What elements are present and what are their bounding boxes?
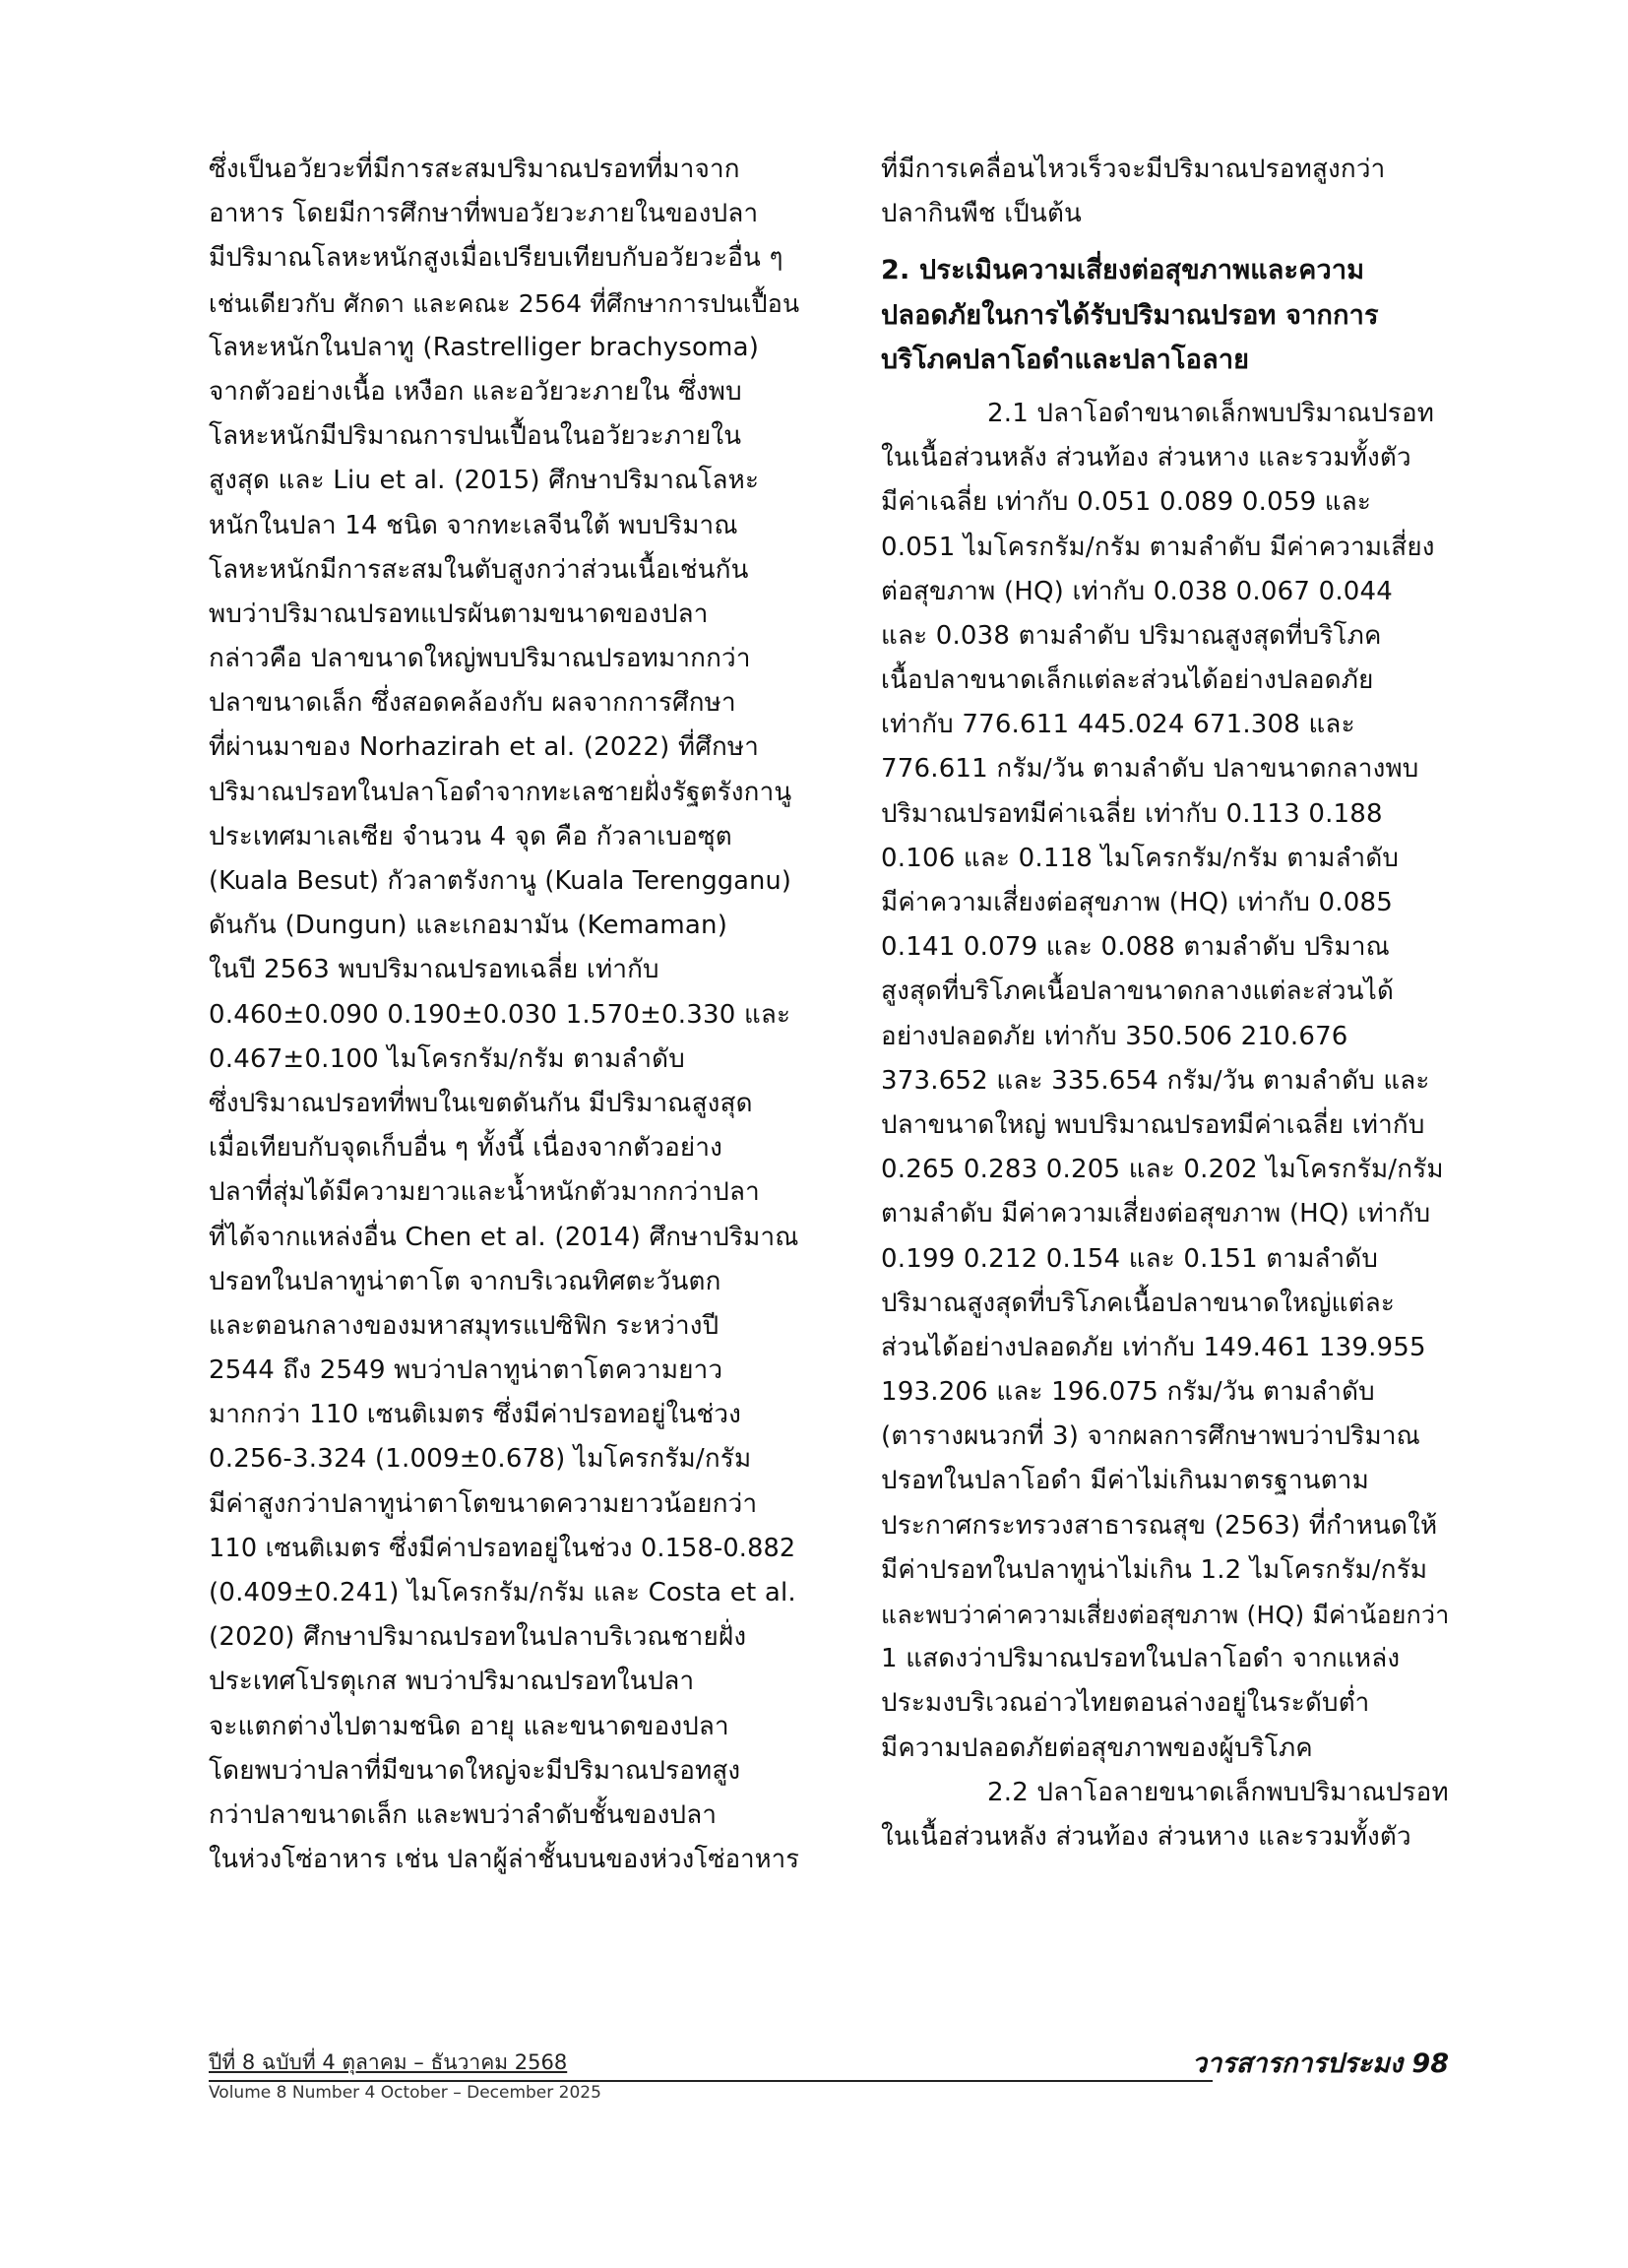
- text-line: และ 0.038 ตามลำดับ ปริมาณสูงสุดที่บริโภค: [881, 620, 1382, 651]
- text-line: และพบว่าค่าความเสี่ยงต่อสุขภาพ (HQ) มีค่าน้อยกว่า: [881, 1601, 1450, 1629]
- text-line: 0.141 0.079 และ 0.088 ตามลำดับ ปริมาณ: [881, 932, 1390, 963]
- text-line: ปลาขนาดเล็ก ซึ่งสอดคล้องกับ ผลจากการศึกษา: [209, 688, 736, 719]
- text-line: ประเทศมาเลเซีย จำนวน 4 จุด คือ กัวลาเบอซุต: [209, 821, 732, 851]
- text-line: ตามลำดับ มีค่าความเสี่ยงต่อสุขภาพ (HQ) เท่ากับ: [881, 1199, 1431, 1229]
- text-line: เช่นเดียวกับ ศักดา และคณะ 2564 ที่ศึกษาการปนเปื้อน: [209, 288, 800, 318]
- text-line: มีค่าเฉลี่ย เท่ากับ 0.051 0.089 0.059 และ: [881, 487, 1372, 518]
- text-line: 2.2 ปลาโอลายขนาดเล็กพบปริมาณปรอท: [987, 1777, 1449, 1807]
- text-line: โลหะหนักมีการสะสมในตับสูงกว่าส่วนเนื้อเช่นกัน: [209, 554, 749, 585]
- text-line: ซึ่งเป็นอวัยวะที่มีการสะสมปริมาณปรอทที่มาจาก: [209, 155, 740, 184]
- text-line: สูงสุด และ Liu et al. (2015) ศึกษาปริมาณโลหะ: [209, 466, 760, 496]
- text-line: (2020) ศึกษาปริมาณปรอทในปลาบริเวณชายฝั่ง: [209, 1622, 747, 1653]
- text-line: กล่าวคือ ปลาขนาดใหญ่พบปริมาณปรอทมากกว่า: [209, 644, 751, 674]
- text-line: กว่าปลาขนาดเล็ก และพบว่าลำดับชั้นของปลา: [209, 1799, 718, 1830]
- text-line: 776.611 กรัม/วัน ตามลำดับ ปลาขนาดกลางพบ: [881, 754, 1419, 785]
- text-line: มากกว่า 110 เซนติเมตร ซึ่งมีค่าปรอทอยู่ในช่วง: [209, 1400, 742, 1430]
- text-line: ปริมาณสูงสุดที่บริโภคเนื้อปลาขนาดใหญ่แต่ละ: [881, 1288, 1396, 1318]
- text-line: เมื่อเทียบกับจุดเก็บอื่น ๆ ทั้งนี้ เนื่องจากตัวอย่าง: [209, 1133, 723, 1164]
- text-line: 0.051 ไมโครกรัม/กรัม ตามลำดับ มีค่าความเสี่ยง: [881, 532, 1435, 562]
- footer-journal-page: วารสารการประมง 98: [1191, 2048, 1449, 2079]
- text-line: ดันกัน (Dungun) และเกอมามัน (Kemaman): [209, 911, 728, 941]
- text-line: พบว่าปริมาณปรอทแปรผันตามขนาดของปลา: [209, 598, 709, 629]
- footer-volume: Volume 8 Number 4 October – December 2025: [209, 2083, 601, 2103]
- text-line: ปลาขนาดใหญ่ พบปริมาณปรอทมีค่าเฉลี่ย เท่ากับ: [881, 1109, 1425, 1140]
- text-line: 0.199 0.212 0.154 และ 0.151 ตามลำดับ: [881, 1243, 1379, 1274]
- heading-line: บริโภคปลาโอดำและปลาโอลาย: [881, 344, 1250, 375]
- text-line: 110 เซนติเมตร ซึ่งมีค่าปรอทอยู่ในช่วง 0.158-0.882: [209, 1533, 796, 1563]
- text-line: โลหะหนักมีปริมาณการปนเปื้อนในอวัยวะภายใน: [209, 421, 742, 452]
- text-line: 2.1 ปลาโอดำขนาดเล็กพบปริมาณปรอท: [987, 398, 1435, 428]
- left-column: [209, 148, 799, 1882]
- text-line: เท่ากับ 776.611 445.024 671.308 และ: [881, 710, 1355, 740]
- text-line: ปลาที่สุ่มได้มีความยาวและน้ำหนักตัวมากกว่าปลา: [209, 1177, 760, 1208]
- text-line: (ตารางผนวกที่ 3) จากผลการศึกษาพบว่าปริมาณ: [881, 1421, 1420, 1452]
- text-line: ที่มีการเคลื่อนไหวเร็วจะมีปริมาณปรอทสูงกว่า: [881, 155, 1386, 184]
- text-line: 2544 ถึง 2549 พบว่าปลาทูน่าตาโตความยาว: [209, 1355, 723, 1386]
- text-line: ในเนื้อส่วนหลัง ส่วนท้อง ส่วนหาง และรวมทั้งตัว: [881, 1821, 1411, 1852]
- text-line: ในเนื้อส่วนหลัง ส่วนท้อง ส่วนหาง และรวมทั้งตัว: [881, 443, 1411, 473]
- text-line: ส่วนได้อย่างปลอดภัย เท่ากับ 149.461 139.955: [881, 1332, 1426, 1362]
- text-line: หนักในปลา 14 ชนิด จากทะเลจีนใต้ พบปริมาณ: [209, 510, 738, 540]
- section-heading: [881, 248, 1452, 382]
- text-line: ประมงบริเวณอ่าวไทยตอนล่างอยู่ในระดับต่ำ: [881, 1688, 1370, 1719]
- text-line: ปริมาณปรอทมีค่าเฉลี่ย เท่ากับ 0.113 0.188: [881, 798, 1383, 829]
- text-line: มีค่าสูงกว่าปลาทูน่าตาโตขนาดความยาวน้อยกว่า: [209, 1488, 758, 1519]
- text-line: ปรอทในปลาโอดำ มีค่าไม่เกินมาตรฐานตาม: [881, 1466, 1369, 1496]
- text-line: เนื้อปลาขนาดเล็กแต่ละส่วนได้อย่างปลอดภัย: [881, 665, 1374, 696]
- text-line: ซึ่งปริมาณปรอทที่พบในเขตดันกัน มีปริมาณสูงสุด: [209, 1088, 753, 1118]
- text-line: 0.106 และ 0.118 ไมโครกรัม/กรัม ตามลำดับ: [881, 843, 1400, 873]
- text-line: ในปี 2563 พบปริมาณปรอทเฉลี่ย เท่ากับ: [209, 955, 659, 985]
- text-line: ประกาศกระทรวงสาธารณสุข (2563) ที่กำหนดให้: [881, 1510, 1438, 1541]
- text-line: (Kuala Besut) กัวลาตรังกานู (Kuala Terengganu): [209, 866, 791, 896]
- text-line: จากตัวอย่างเนื้อ เหงือก และอวัยวะภายใน ซึ่งพบ: [209, 376, 742, 407]
- paragraph-2-2: [881, 1771, 1452, 1859]
- text-line: 0.265 0.283 0.205 และ 0.202 ไมโครกรัม/กรัม: [881, 1155, 1444, 1185]
- text-line: โลหะหนักในปลาทู (Rastrelliger brachysoma): [209, 332, 760, 362]
- text-line: มีความปลอดภัยต่อสุขภาพของผู้บริโภค: [881, 1732, 1313, 1763]
- text-line: ปรอทในปลาทูน่าตาโต จากบริเวณทิศตะวันตก: [209, 1266, 721, 1296]
- text-line: สูงสุดที่บริโภคเนื้อปลาขนาดกลางแต่ละส่วนได้: [881, 976, 1395, 1007]
- text-line: (0.409±0.241) ไมโครกรัม/กรัม และ Costa et al.: [209, 1578, 796, 1607]
- text-line: 373.652 และ 335.654 กรัม/วัน ตามลำดับ และ: [881, 1065, 1430, 1096]
- text-line: 0.460±0.090 0.190±0.030 1.570±0.330 และ: [209, 999, 791, 1030]
- text-line: 0.256-3.324 (1.009±0.678) ไมโครกรัม/กรัม: [209, 1444, 752, 1475]
- heading-line: ปลอดภัยในการได้รับปริมาณปรอท จากการ: [881, 299, 1379, 331]
- text-line: โดยพบว่าปลาที่มีขนาดใหญ่จะมีปริมาณปรอทสูง: [209, 1755, 741, 1786]
- text-line: มีปริมาณโลหะหนักสูงเมื่อเปรียบเทียบกับอวัยวะอื่น ๆ: [209, 243, 783, 274]
- paragraph-2-1: [881, 392, 1452, 1771]
- text-line: มีค่าความเสี่ยงต่อสุขภาพ (HQ) เท่ากับ 0.085: [881, 888, 1393, 917]
- footer-divider: [209, 2080, 1213, 2082]
- heading-line: 2. ประเมินความเสี่ยงต่อสุขภาพและความ: [881, 255, 1365, 286]
- text-line: ในห่วงโซ่อาหาร เช่น ปลาผู้ล่าชั้นบนของห่วงโซ่อาหาร: [209, 1845, 800, 1875]
- right-column: [881, 148, 1452, 1859]
- text-line: จะแตกต่างไปตามชนิด อายุ และขนาดของปลา: [209, 1711, 729, 1741]
- text-line: อย่างปลอดภัย เท่ากับ 350.506 210.676: [881, 1021, 1348, 1051]
- text-line: ที่ผ่านมาของ Norhazirah et al. (2022) ที่ศึกษา: [209, 732, 760, 763]
- text-line: 1 แสดงว่าปริมาณปรอทในปลาโอดำ จากแหล่ง: [881, 1644, 1401, 1674]
- text-line: ประเทศโปรตุเกส พบว่าปริมาณปรอทในปลา: [209, 1667, 695, 1697]
- text-line: ต่อสุขภาพ (HQ) เท่ากับ 0.038 0.067 0.044: [881, 576, 1394, 606]
- footer-issue: ปีที่ 8 ฉบับที่ 4 ตุลาคม – ธันวาคม 2568: [209, 2050, 568, 2074]
- text-line: 193.206 และ 196.075 กรัม/วัน ตามลำดับ: [881, 1377, 1375, 1408]
- text-line: อาหาร โดยมีการศึกษาที่พบอวัยวะภายในของปลา: [209, 199, 759, 229]
- text-line: 0.467±0.100 ไมโครกรัม/กรัม ตามลำดับ: [209, 1043, 685, 1074]
- text-line: ปริมาณปรอทในปลาโอดำจากทะเลชายฝั่งรัฐตรังกานู: [209, 777, 792, 807]
- text-line: มีค่าปรอทในปลาทูน่าไม่เกิน 1.2 ไมโครกรัม/กรัม: [881, 1554, 1428, 1585]
- text-line: และตอนกลางของมหาสมุทรแปซิฟิก ระหว่างปี: [209, 1310, 720, 1341]
- text-line: ที่ได้จากแหล่งอื่น Chen et al. (2014) ศึกษาปริมาณ: [209, 1222, 799, 1252]
- text-line: ปลากินพืช เป็นต้น: [881, 199, 1083, 229]
